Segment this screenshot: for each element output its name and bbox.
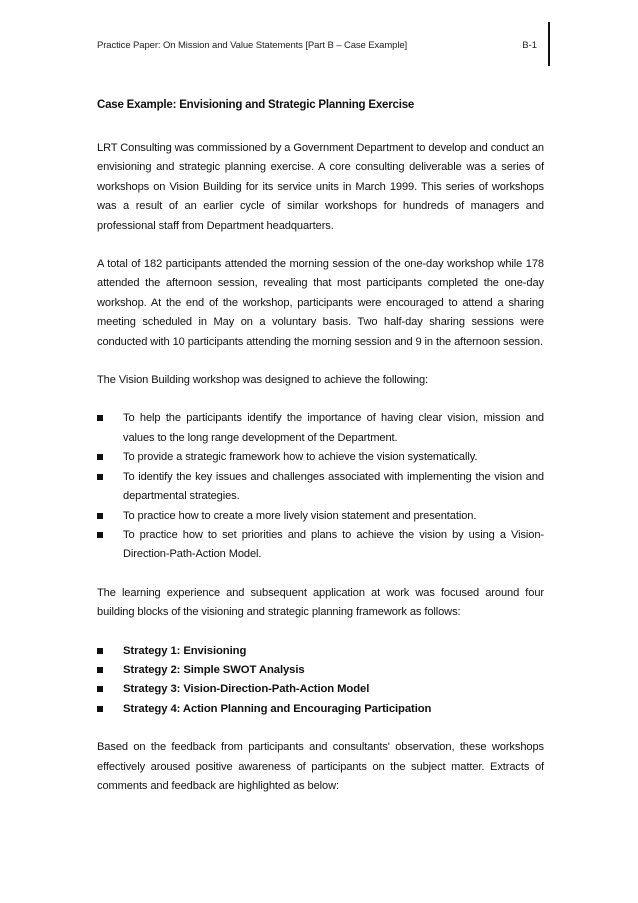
objective-text: To help the participants identify the importance of having clear vision, mission and values to the long range development of the Department.: [123, 412, 544, 444]
objective-text: To provide a strategic framework how to achieve the vision systematically.: [123, 451, 478, 464]
bullet-icon: [97, 454, 103, 460]
objective-text: To practice how to set priorities and plans to achieve the vision by using a Vision-Direction-Path-Action Model.: [123, 528, 544, 561]
bullet-icon: [97, 648, 103, 654]
paragraph-commission: LRT Consulting was commissioned by a Government Department to develop and conduct an envisioning and strategic planning exercise. A core consulting deliverable was a series of workshops on Vision Building for its service units in March 1999. This series of workshops was a result of an earlier cycle of similar workshops for hundreds of managers and professional staff from Department headquarters.: [97, 142, 544, 232]
list-item: [97, 700, 544, 719]
list-item: [97, 680, 544, 699]
paragraph-learning: The learning experience and subsequent application at work was focused around four building blocks of the visioning and strategic planning framework as follows:: [97, 586, 544, 619]
list-item: [97, 642, 544, 661]
paragraph-feedback: Based on the feedback from participants and consultants' observation, these workshops effectively aroused positive awareness of participants on the subject matter. Extracts of comments and feedback are highlighted as below:: [97, 741, 544, 792]
list-item: [97, 448, 544, 467]
objectives-intro: The Vision Building workshop was designed to achieve the following:: [97, 374, 429, 387]
objective-text: To practice how to create a more lively vision statement and presentation.: [123, 509, 477, 522]
bullet-icon: [97, 532, 103, 538]
bullet-icon: [97, 706, 103, 712]
strategy-text: Strategy 3: Vision-Direction-Path-Action Model: [123, 683, 370, 696]
strategy-text: Strategy 2: Simple SWOT Analysis: [123, 663, 305, 676]
bullet-icon: [97, 513, 103, 519]
bullet-icon: [97, 474, 103, 480]
list-item: [97, 507, 544, 526]
list-item: [97, 661, 544, 680]
main-content: [97, 97, 544, 815]
strategies-list: [97, 642, 544, 720]
paragraph-participants: A total of 182 participants attended the morning session of the one-day workshop while 178 attended the afternoon session, revealing that most participants completed the one-day workshop. At the end of the workshop, participants were encouraged to attend a sharing meeting scheduled in May on a voluntary basis. Two half-day sharing sessions were conducted with 10 participants attending the morning session and 9 in the afternoon session.: [97, 258, 544, 348]
list-item: [97, 468, 544, 507]
strategy-text: Strategy 1: Envisioning: [123, 644, 247, 657]
page-number: B-1: [522, 40, 537, 51]
list-item: [97, 526, 544, 565]
bullet-icon: [97, 667, 103, 673]
bullet-icon: [97, 415, 103, 421]
objective-text: To identify the key issues and challenges associated with implementing the vision and departmental strategies.: [123, 470, 544, 503]
objectives-list: [97, 409, 544, 564]
list-item: [97, 409, 544, 448]
strategy-text: Strategy 4: Action Planning and Encouraging Participation: [123, 702, 432, 715]
case-title: Case Example: Envisioning and Strategic Planning Exercise: [97, 99, 415, 111]
bullet-icon: [97, 686, 103, 692]
page-header: [97, 40, 543, 56]
header-vertical-rule: [548, 22, 550, 66]
header-title: Practice Paper: On Mission and Value Statements [Part B – Case Example]: [97, 40, 408, 51]
